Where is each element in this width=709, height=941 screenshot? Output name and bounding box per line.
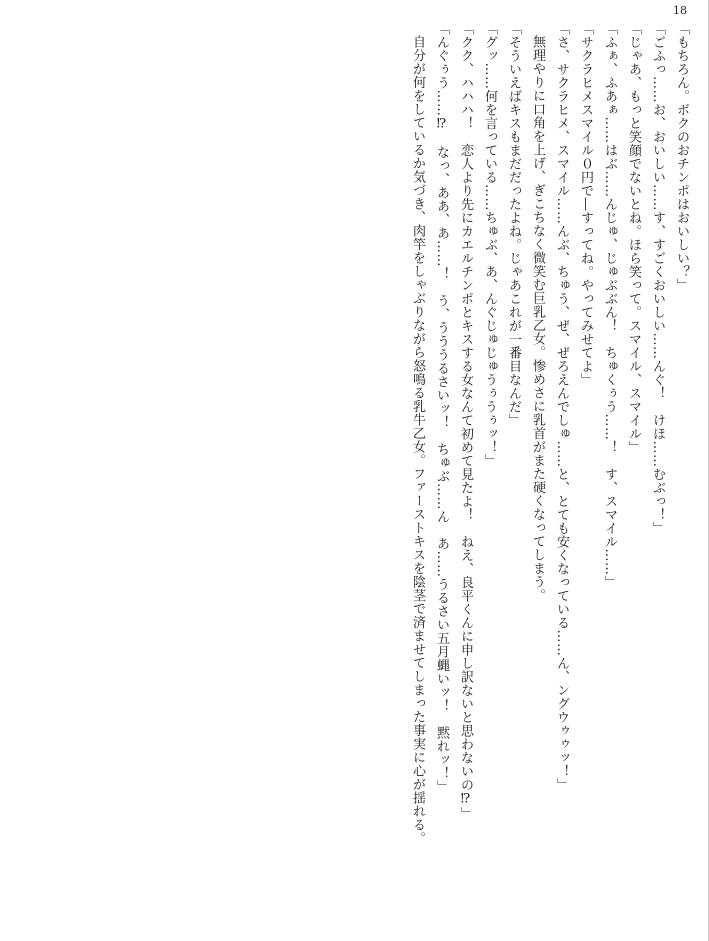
text-line: 「ごふっ……お、おいしい……す、すごくおいしい……んぐ！ けほ……むぶっ！」 <box>650 22 665 535</box>
text-line: 「もちろん。ボクのおチンポはおいしい？」 <box>674 22 689 292</box>
text-line: 「そういえばキスもまだだったよね。じゃあこれが一番目なんだ」 <box>506 22 521 427</box>
text-line: 「グッ……何を言っている……ちゅぶ、あ、んぐじゅじゅうぅうぅッ！」 <box>482 22 497 468</box>
narration-line: 無理やりに口角を上げ、ぎこちなく微笑む巨乳乙女。惨めさに乳首がまた硬くなってしまう。 <box>530 35 545 602</box>
page-number: 18 <box>673 4 687 17</box>
text-line: 「じゃあ、もっと笑顔でないとね。ほら笑って。スマイル、スマイル」 <box>626 22 641 454</box>
text-line: 「クク、ハハハ！ 恋人より先にカエルチンポとキスする女なんて初めて見たよ！ ねえ、良平くんに申し訳ないと思わないの⁉」 <box>458 22 473 821</box>
text-line: 「さ、サクラヒメ、スマイル……んぶ、ちゅう、ぜ、ぜろえんでしゅ……と、とても安くなっている……ん、ングウゥゥッ！」 <box>554 22 569 792</box>
narration-line: 自分が何をしているか気づき、肉竿をしゃぶりながら怒鳴る乳牛乙女。ファーストキスを陰茎で済ませてしまった事実に心が揺れる。 <box>410 35 425 845</box>
vertical-text-body <box>405 22 693 845</box>
text-line: 「んぐぅう……⁉ なっ、ああ、あ……！ う、うううるさいッ！ ちゅぶ……ん あ……うるさい五月蝿いッ！ 黙れッ！」 <box>434 22 449 794</box>
text-line: 「ふぁ、ふあぁ……はぶ……んじゅ、じゅぶぶん！ ちゅくぅう……！ す、スマイル……」 <box>602 22 617 589</box>
text-line: 「サクラヒメスマイル０円で―すってね。やってみせてよ」 <box>578 22 593 387</box>
